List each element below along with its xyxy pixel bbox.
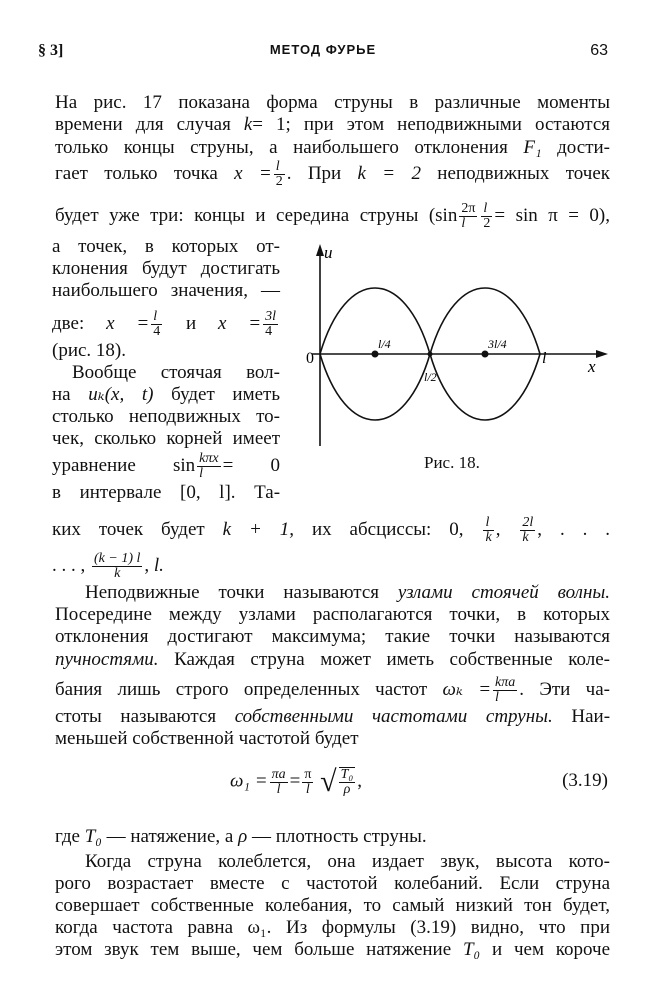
running-title: МЕТОД ФУРЬЕ: [269, 42, 377, 57]
text-line: На рис. 17 показана форма струны в различные моменты: [55, 92, 610, 113]
fraction: $\frac{\text{kπa}}{l}$: [495, 675, 516, 705]
wave-lower-left: [320, 354, 430, 420]
fraction: $\frac{l}{k}$: [485, 515, 492, 545]
text-line: отклонения достигают максимума; такие точки называются: [55, 626, 610, 647]
text-line: Посередине между узлами располагаются точки, в которых: [55, 604, 610, 625]
text-line: клонения будут достигать: [52, 258, 280, 279]
fraction: $\frac{3l}{4}$: [265, 309, 277, 339]
fraction: $\frac{\pi a}{l}$: [271, 766, 286, 797]
fraction: $\frac{(k - 1) l}{k}$: [94, 551, 141, 581]
text-line: Вообще стоячая вол-: [72, 362, 280, 383]
antinode-point: [372, 351, 379, 358]
text-line: рого возрастает вместе с частотой колебаний. Если струна: [55, 873, 610, 894]
text-line: две: x = $\frac{l}{4}$ и x = $\frac{3l}{4}$: [52, 309, 277, 339]
fraction: $\frac{l}{4}$: [153, 309, 161, 339]
text-line: где T₀ — натяжение, а ρ — плотность струны.: [55, 826, 427, 847]
text-line: меньшей собственной частотой будет: [55, 728, 359, 749]
text-line: времени для случая k= 1; при этом неподвижными остаются: [55, 114, 610, 135]
text-line: совершает собственные колебания, то самый низкий тон будет,: [55, 895, 610, 916]
fraction: $\frac{2l}{k}$: [522, 515, 534, 545]
text-line: стоты называются собственными частотами струны. Наи-: [55, 706, 611, 727]
fraction: $\frac{\pi}{l}$: [304, 766, 312, 797]
figure-caption: Рис. 18.: [424, 453, 480, 472]
page-header: [38, 42, 608, 66]
wave-lower-right: [430, 354, 540, 420]
page-number: 63: [590, 42, 608, 59]
text-line: будет уже три: концы и середина струны (sin $\frac{2\pi}{l}$ $\frac{l}{2}$ = sin π = 0),: [55, 201, 610, 231]
node-point: [428, 352, 433, 357]
u-axis-arrow: [316, 244, 324, 256]
text-line: в интервале [0, l]. Та-: [52, 482, 281, 503]
sqrt-sign: √: [320, 765, 337, 798]
wave-upper-left: [320, 288, 430, 354]
text-line: ких точек будет k + 1, их абсциссы: 0, $\frac{l}{k}$ , $\frac{2l}{k}$ , . . .: [52, 515, 611, 545]
axis-label-x: x: [588, 357, 596, 376]
origin-label: 0: [306, 350, 314, 367]
equation-3-19: ω₁ = $\frac{\pi a}{l}$ = $\frac{\pi}{l}$ √ $\frac{\text{T₀}}{\rho}$ ,: [230, 765, 363, 798]
section-number: § 3]: [38, 42, 64, 59]
x-axis-arrow: [596, 350, 608, 358]
text-line: на uₖ(x, t) будет иметь: [52, 384, 281, 405]
text-line: а точек, в которых от-: [52, 236, 280, 257]
fraction: $\frac{l}{2}$: [275, 159, 283, 189]
axis-label-u: u: [324, 243, 333, 262]
antinode-point: [482, 351, 489, 358]
text-line: . . . , $\frac{(k - 1) l}{k}$ , l.: [52, 551, 164, 581]
text-line: столько неподвижных то-: [52, 406, 280, 427]
label-l-over-2: l/2: [424, 370, 437, 384]
text-line: пучностями. Каждая струна может иметь собственные коле-: [55, 649, 610, 670]
label-3l-over-4: 3l/4: [488, 337, 507, 351]
fraction: $\frac{l}{2}$: [483, 201, 491, 231]
text-line: бания лишь строго определенных частот ωₖ = $\frac{\text{kπa}}{l}$ . Эти ча-: [55, 675, 610, 705]
fraction: $\frac{2\pi}{l}$: [461, 201, 476, 231]
equation-number: (3.19): [562, 770, 608, 791]
figure-standing-wave: [296, 236, 618, 458]
fraction: $\frac{\text{T₀}}{\rho}$: [340, 767, 354, 797]
fraction: $\frac{\text{kπx}}{l}$: [199, 451, 219, 481]
text-line: (рис. 18).: [52, 340, 127, 361]
wave-upper-right: [430, 288, 540, 354]
text-line: чек, сколько корней имеет: [52, 428, 280, 449]
text-line: только концы струны, а наибольшего отклонения F₁ дости-: [55, 137, 610, 158]
text-line: Когда струна колеблется, она издает звук, высота кото-: [85, 851, 610, 872]
label-l-over-4: l/4: [378, 337, 391, 351]
text-line: Неподвижные точки называются узлами стоячей волны.: [85, 582, 610, 603]
text-line: уравнение sin $\frac{\text{kπx}}{l}$ = 0: [52, 451, 281, 481]
text-line: наибольшего значения, —: [52, 280, 280, 301]
text-line: этом звук тем выше, чем больше натяжение T₀ и чем короче: [55, 939, 611, 960]
text-line: гает только точка x = $\frac{l}{2}$ . При k = 2 неподвижных точек: [55, 159, 610, 189]
label-l: l: [542, 350, 547, 367]
text-line: когда частота равна ω₁. Из формулы (3.19) видно, что при: [55, 917, 610, 938]
